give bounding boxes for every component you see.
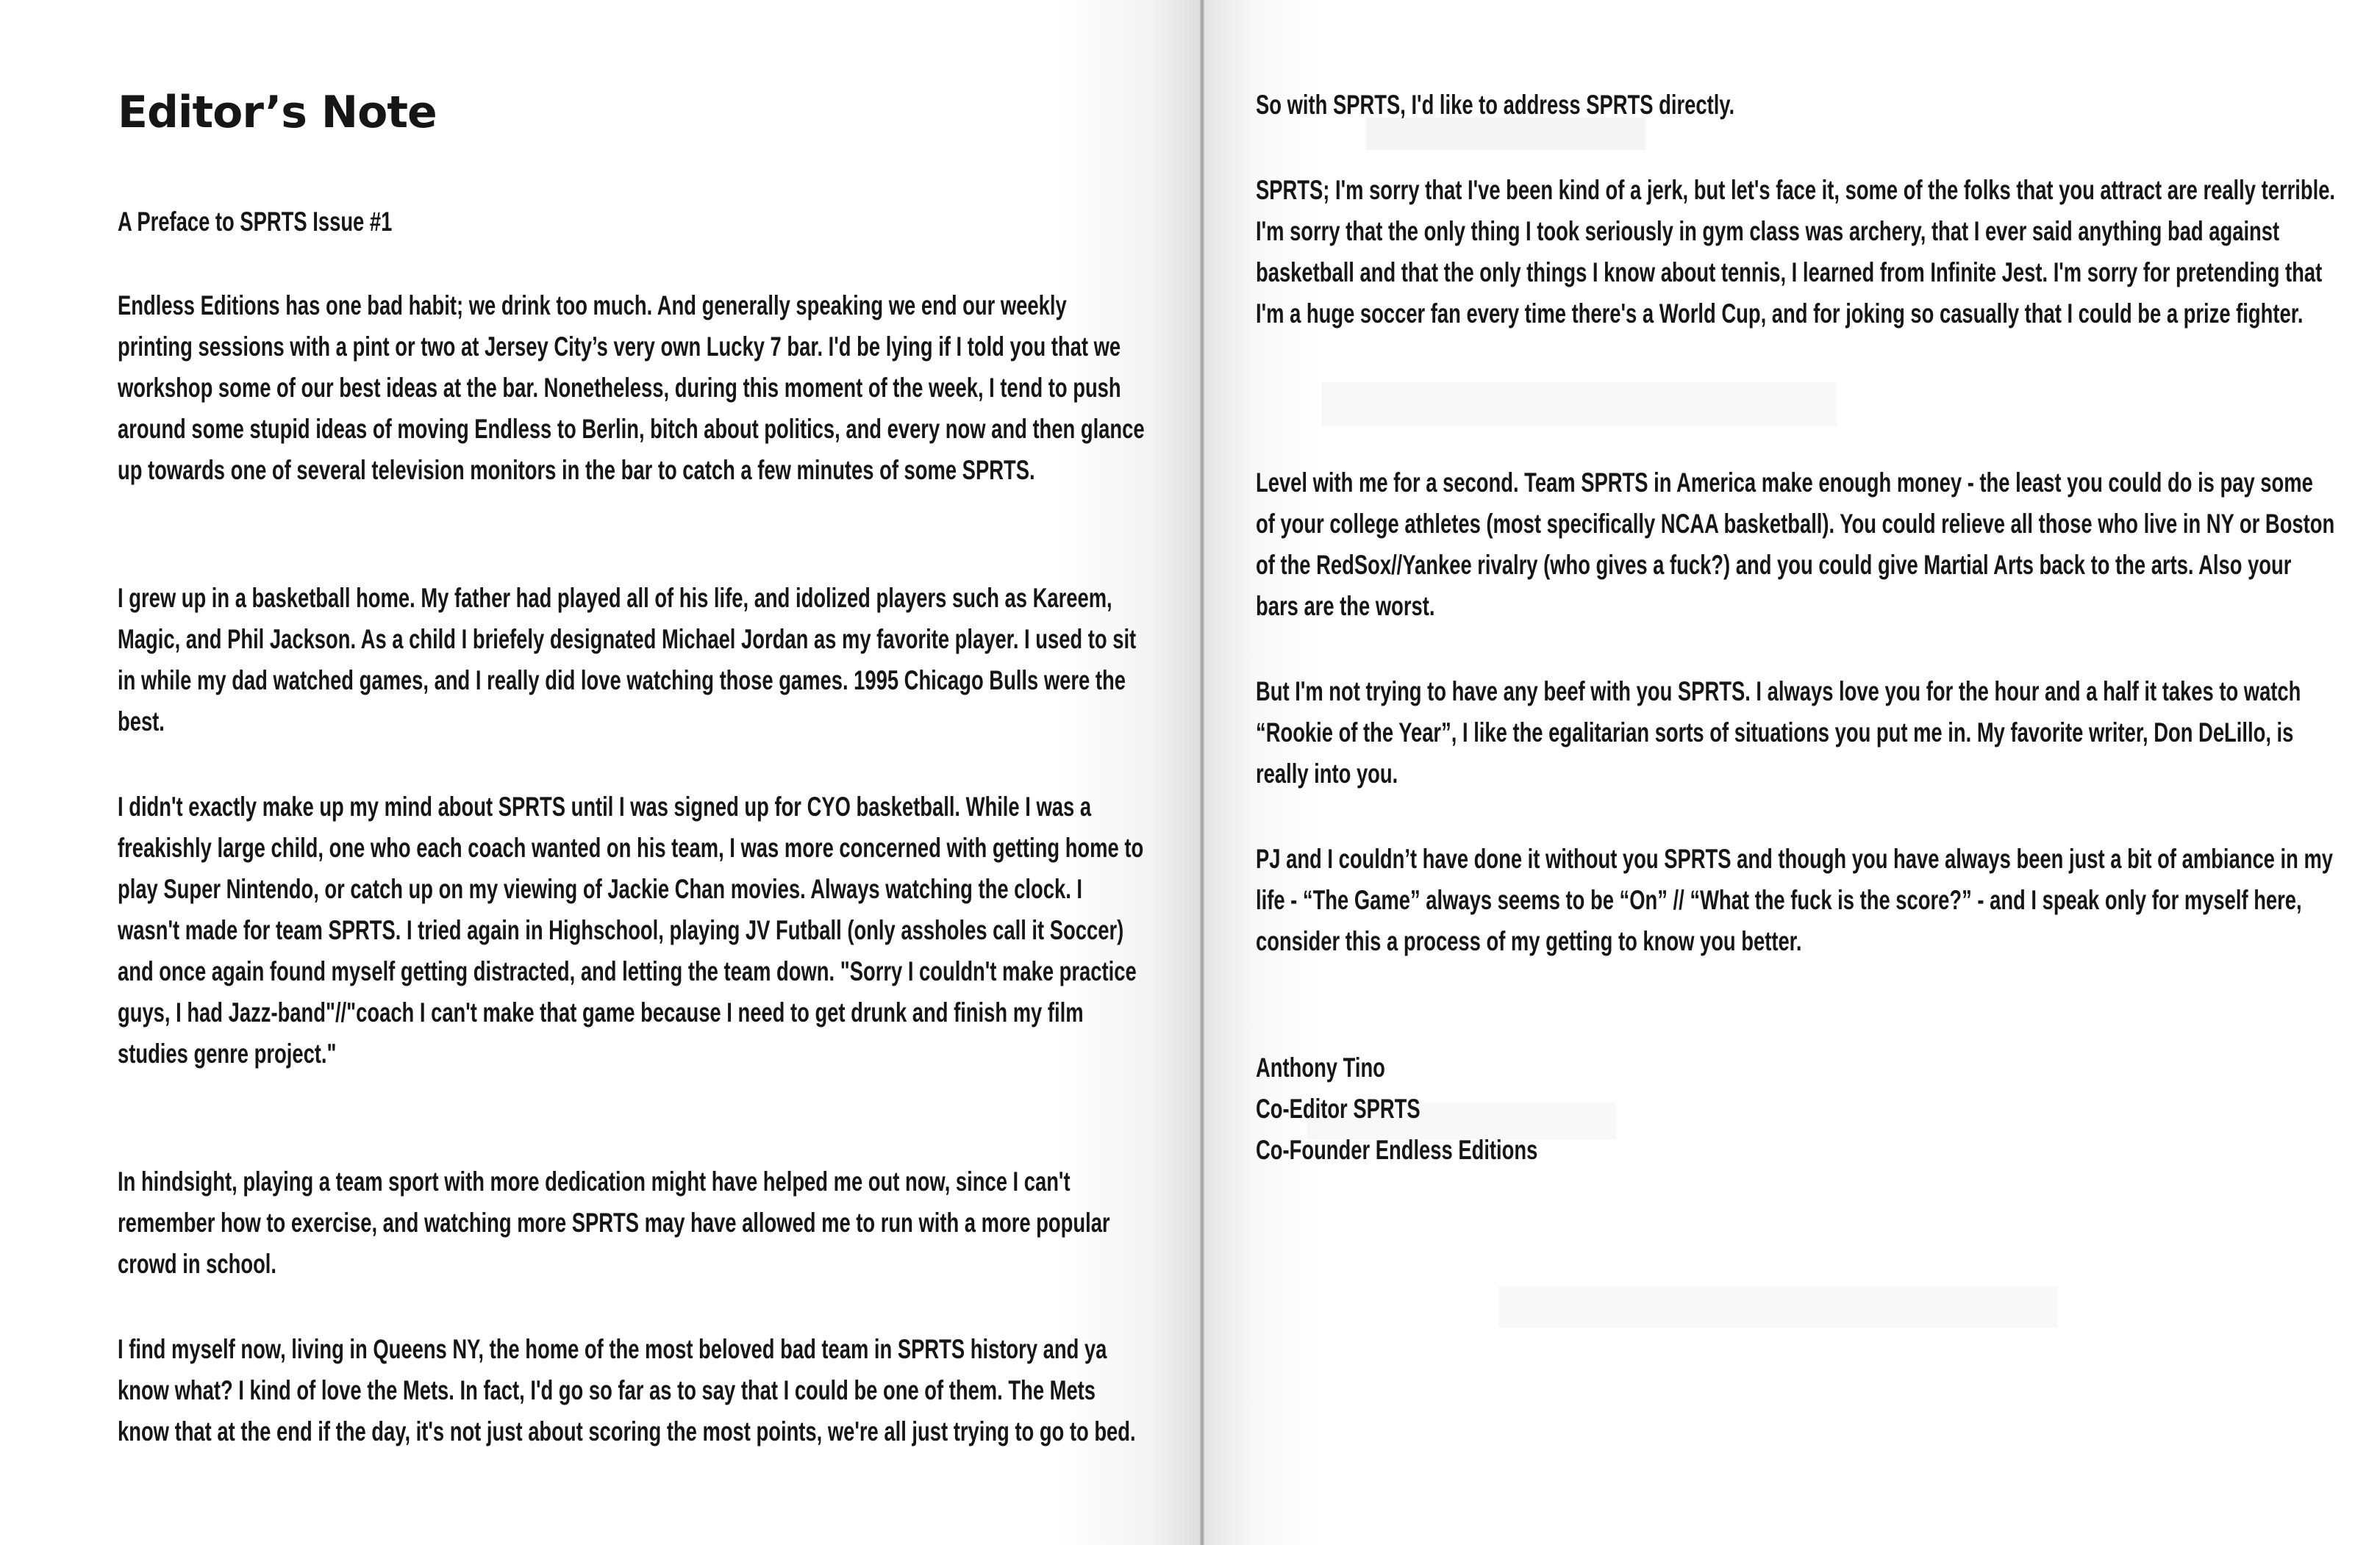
signature-role-founder: Co-Founder Endless Editions [1256,1135,1538,1165]
paragraph-block [1256,170,2337,420]
show-through-shadow [1498,1286,2057,1327]
paragraph-block [118,578,1147,744]
paragraph-block [118,786,1147,1119]
paragraph-block [1256,671,2337,796]
signature-block [1256,1047,2337,1171]
paragraph-6: So with SPRTS, I'd like to address SPRTS directly. [1256,90,1735,120]
paragraph-block [1256,462,2337,628]
paragraph-3: I didn't exactly make up my mind about SPRTS until I was signed up for CYO basketball. While I was a freakishly large child, one who each coach wanted on his team, I was more concerned with getting home to play Super Nintendo, or catch up on my viewing of Jackie Chan movies. Always watching the clock. I wasn't made for team SPRTS. I tried again in Highschool, playing JV Futball (only assholes call it Soccer) and once again found myself getting distracted, and letting the team down. "Sorry I couldn't make practice guys, I had Jazz-band"//"coach I can't make that game because I need to get drunk and finish my film studies genre project." [118,792,1144,1069]
paragraph-9: But I'm not trying to have any beef with you SPRTS. I always love you for the hour and a half it takes to watch “Rookie of the Year”, I like the egalitarian sorts of situations you put me in. My favorite writer, Don DeLillo, is really into you. [1256,676,2301,789]
paragraph-4: In hindsight, playing a team sport with more dedication might have helped me out now, since I can't remember how to exercise, and watching more SPRTS may have allowed me to run with a more popular crowd in school. [118,1166,1110,1280]
paragraph-1: Endless Editions has one bad habit; we drink too much. And generally speaking we end our weekly printing sessions with a pint or two at Jersey City’s very own Lucky 7 bar. I'd be lying if I told you that we workshop some of our best ideas at the bar. Nonetheless, during this moment of the week, I tend to push around some stupid ideas of moving Endless to Berlin, bitch about politics, and every now and then glance up towards one of several television monitors in the bar to catch a few minutes of some SPRTS. [118,290,1145,486]
page-title: Editor’s Note [118,87,437,138]
right-page [1204,0,2380,1545]
paragraph-block [1256,839,2337,1005]
signature-name: Anthony Tino [1256,1053,1385,1083]
paragraph-2: I grew up in a basketball home. My father had played all of his life, and idolized players such as Kareem, Magic, and Phil Jackson. As a child I briefely designated Michael Jordan as my favorite player. I used to sit in while my dad watched games, and I really did love watching those games. 1995 Chicago Bulls were the best. [118,583,1137,737]
paragraph-5: I find myself now, living in Queens NY, the home of the most beloved bad team in SPRTS history and ya know what? I kind of love the Mets. In fact, I'd go so far as to say that I could be one of them. The Mets know that at the end if the day, it's not just about scoring the most points, we're all just trying to go to bed. [118,1334,1136,1447]
paragraph-8: Level with me for a second. Team SPRTS in America make enough money - the least you could do is pay some of your college athletes (most specifically NCAA basketball). You could relieve all those who live in NY or Boston of the RedSox//Yankee rivalry (who gives a fuck?) and you could give Martial Arts back to the arts. Also your bars are the worst. [1256,467,2335,621]
right-page-content [1256,85,2337,1171]
paragraph-block [118,285,1147,535]
signature-role-editor: Co-Editor SPRTS [1256,1094,1421,1124]
paragraph-10: PJ and I couldn’t have done it without you SPRTS and though you have always been just a bit of ambiance in my life - “The Game” always seems to be “On” // “What the fuck is the score?” - and I speak only for myself here, consider this a process of my getting to know you better. [1256,844,2334,956]
paragraph-7: SPRTS; I'm sorry that I've been kind of a jerk, but let's face it, some of the folks that you attract are really terrible. I'm sorry that the only thing I took seriously in gym class was archery, that I ever said anything bad against basketball and that the only things I know about tennis, I learned from Infinite Jest. I'm sorry for pretending that I'm a huge soccer fan every time there's a World Cup, and for joking so casually that I could be a prize fighter. [1256,175,2336,329]
page-subtitle: A Preface to SPRTS Issue #1 [118,207,393,237]
paragraph-block [118,1329,1147,1495]
paragraph-block [1256,85,2337,127]
left-page-content [118,88,1147,1538]
paragraph-block [118,1161,1147,1286]
